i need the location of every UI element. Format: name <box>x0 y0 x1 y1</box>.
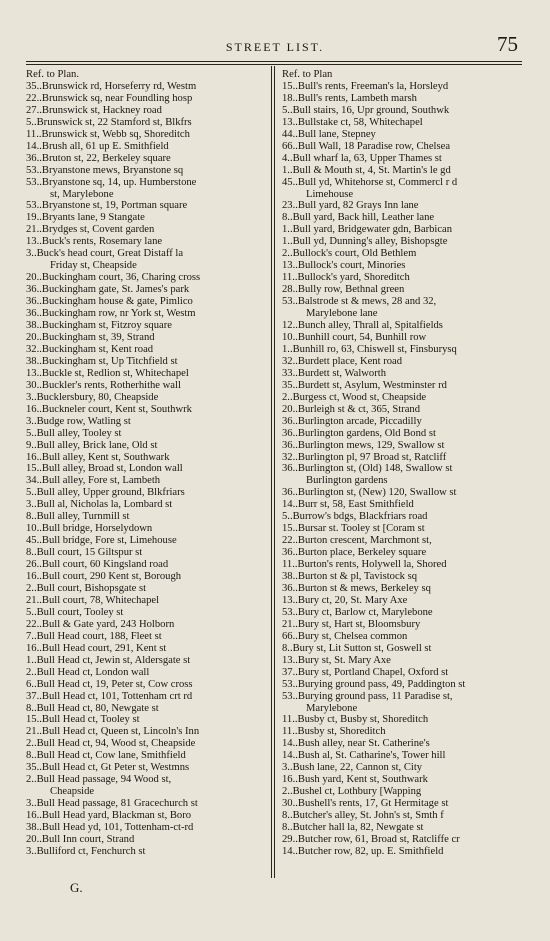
street-entry: 1..Bull & Mouth st, 4, St. Martin's le gd <box>282 164 451 176</box>
street-entry: 3..Bull Head passage, 81 Gracechurch st <box>26 798 198 810</box>
street-entry: 53..Bury ct, Barlow ct, Marylebone <box>282 606 433 618</box>
street-entry: 12..Bunch alley, Thrall al, Spitalfields <box>282 320 443 332</box>
street-entry: 53..Burying ground pass, 11 Paradise st, <box>282 690 453 702</box>
street-entry: 5..Bull alley, Tooley st <box>26 427 122 439</box>
street-entry: 53..Burying ground pass, 49, Paddington st <box>282 678 466 690</box>
street-entry: 36..Burlington gardens, Old Bond st <box>282 427 436 439</box>
street-entry: 21..Bury st, Hart st, Bloomsbury <box>282 618 421 630</box>
street-entry: 16..Bull court, 290 Kent st, Borough <box>26 571 182 583</box>
street-entry: 20..Buckingham court, 36, Charing cross <box>26 272 201 284</box>
street-entry: 27..Brunswick st, Hackney road <box>26 104 162 116</box>
page-header <box>0 28 550 58</box>
left-column <box>26 69 268 858</box>
street-entry: 8..Bull Head ct, 80, Newgate st <box>26 702 159 714</box>
street-entry: Limehouse <box>306 188 354 200</box>
street-entry: 2..Bull Head ct, 94, Wood st, Cheapside <box>26 738 196 750</box>
header-rule-top <box>26 61 522 62</box>
street-entry: 13..Buckle st, Redlion st, Whitechapel <box>26 367 189 379</box>
street-entry: 8..Bull yard, Back hill, Leather lane <box>282 212 435 224</box>
street-entry: 13..Bury ct, 20, St. Mary Axe <box>282 594 408 606</box>
page-number: 75 <box>497 32 518 56</box>
street-entry: 53..Bryanstone sq, 14, up. Humberstone <box>26 176 197 188</box>
street-entry: Marylebone <box>306 702 358 714</box>
street-entry: 1..Bull Head ct, Jewin st, Aldersgate st <box>26 654 191 666</box>
street-entry: 33..Burdett st, Walworth <box>282 367 386 379</box>
street-entry: 3..Bucklersbury, 80, Cheapside <box>26 391 159 403</box>
street-entry: 32..Buckingham st, Kent road <box>26 343 154 355</box>
street-entry: 36..Burlington st, (Old) 148, Swallow st <box>282 463 453 475</box>
street-entry: 21..Bull court, 78, Whitechapel <box>26 594 160 606</box>
street-entry: 5..Brunswick st, 22 Stamford st, Blkfrs <box>26 116 192 128</box>
street-entry: 20..Buckingham st, 39, Strand <box>26 331 155 343</box>
street-entry: 15..Bursar st. Tooley st [Coram st <box>282 523 425 535</box>
column-divider-right <box>274 66 275 878</box>
street-entry: 36..Buckingham row, nr York st, Westm <box>26 308 196 320</box>
street-entry: 8..Bull court, 15 Giltspur st <box>26 547 143 559</box>
street-entry: 32..Burdett place, Kent road <box>282 355 403 367</box>
header-rule-bottom <box>26 64 522 65</box>
street-entry: 6..Bull Head ct, 19, Peter st, Cow cross <box>26 678 193 690</box>
street-entry: 5..Burrow's bdgs, Blackfriars road <box>282 511 428 523</box>
street-entry: 21..Brydges st, Covent garden <box>26 224 155 236</box>
street-entry: 1..Bull yd, Dunning's alley, Bishopsgte <box>282 236 448 248</box>
street-entry: Ref. to Plan <box>282 69 333 80</box>
street-entry: 32..Burlington pl, 97 Broad st, Ratcliff <box>282 451 447 463</box>
street-entry: 1..Bunhill ro, 63, Chiswell st, Finsburysq <box>282 343 457 355</box>
street-entry: 2..Bull Head ct, London wall <box>26 666 150 678</box>
street-entry: 45..Bull bridge, Fore st, Limehouse <box>26 535 177 547</box>
street-entry: 3..Budge row, Watling st <box>26 415 131 427</box>
street-entry: 36..Buckingham gate, St. James's park <box>26 284 190 296</box>
street-entry: 22..Burton crescent, Marchmont st, <box>282 535 432 547</box>
street-entry: 4..Bull wharf la, 63, Upper Thames st <box>282 152 442 164</box>
street-entry: 16..Bull Head yard, Blackman st, Boro <box>26 810 192 822</box>
street-entry: 14..Butcher row, 82, up. E. Smithfield <box>282 845 444 857</box>
street-entry: 11..Brunswick st, Webb sq, Shoreditch <box>26 128 190 140</box>
street-entry: 14..Burr st, 58, East Smithfield <box>282 499 414 511</box>
street-entry: 11..Busby st, Shoreditch <box>282 726 386 738</box>
street-entry: 15..Bull Head ct, Tooley st <box>26 714 140 726</box>
street-entry: 5..Bull stairs, 16, Upr ground, Southwk <box>282 104 450 116</box>
street-entry: st, Marylebone <box>50 188 114 200</box>
street-entry: 2..Burgess ct, Wood st, Cheapside <box>282 391 427 403</box>
street-entry: 35..Bull Head ct, Gt Peter st, Westmns <box>26 762 190 774</box>
street-entry: 35..Brunswick rd, Horseferry rd, Westm <box>26 80 197 92</box>
street-entry: 2..Bullock's court, Old Bethlem <box>282 248 417 260</box>
street-entry: 18..Bull's rents, Lambeth marsh <box>282 92 417 104</box>
right-column <box>282 69 524 858</box>
street-entry: 36..Burlington arcade, Piccadilly <box>282 415 422 427</box>
street-entry: 36..Burlington mews, 129, Swallow st <box>282 439 445 451</box>
street-entry: 13..Buck's rents, Rosemary lane <box>26 236 163 248</box>
street-entry: 34..Bull alley, Fore st, Lambeth <box>26 475 161 487</box>
street-entry: 38..Buckingham st, Fitzroy square <box>26 320 172 332</box>
street-entry: 15..Bull's rents, Freeman's la, Horsleyd <box>282 80 449 92</box>
street-entry: 38..Buckingham st, Up Titchfield st <box>26 355 178 367</box>
street-entry: 22..Brunswick sq, near Foundling hosp <box>26 92 193 104</box>
street-entry: 19..Bryants lane, 9 Stangate <box>26 212 145 224</box>
footer-letter: G. <box>70 880 83 895</box>
street-entry: 3..Buck's head court, Great Distaff la <box>26 248 184 260</box>
street-entry: 11..Burton's rents, Holywell la, Shored <box>282 559 447 571</box>
street-entry: 8..Bull Head ct, Cow lane, Smithfield <box>26 750 186 762</box>
street-entry: 36..Burton st & mews, Berkeley sq <box>282 582 431 594</box>
street-entry: 45..Bull yd, Whitehorse st, Commercl r d <box>282 176 458 188</box>
street-entry: 8..Bull alley, Turnmill st <box>26 511 130 523</box>
street-entry: 53..Bryanstone st, 19, Portman square <box>26 200 188 212</box>
street-entry: 38..Bull Head yd, 101, Tottenham-ct-rd <box>26 822 194 834</box>
street-entry: Ref. to Plan. <box>26 69 79 80</box>
page-title: STREET LIST. <box>225 40 325 54</box>
street-entry: 16..Bull Head court, 291, Kent st <box>26 642 167 654</box>
street-entry: 36..Burton place, Berkeley square <box>282 547 427 559</box>
street-entry: 11..Bullock's yard, Shoreditch <box>282 272 410 284</box>
street-entry: 21..Bull Head ct, Queen st, Lincoln's Inn <box>26 726 200 738</box>
street-entry: 11..Busby ct, Busby st, Shoreditch <box>282 714 429 726</box>
street-entry: 66..Bull Wall, 18 Paradise row, Chelsea <box>282 140 451 152</box>
street-entry: Cheapside <box>50 786 95 798</box>
street-entry: 38..Burton st & pl, Tavistock sq <box>282 571 418 583</box>
street-entry: 66..Bury st, Chelsea common <box>282 630 408 642</box>
street-entry: Burlington gardens <box>306 475 388 487</box>
street-entry: 20..Bull Inn court, Strand <box>26 834 135 845</box>
street-entry: 8..Butcher's alley, St. John's st, Smth f <box>282 810 444 822</box>
street-entry: 29..Butcher row, 61, Broad st, Ratcliffe cr <box>282 834 460 845</box>
street-entry: 5..Bull alley, Upper ground, Blkfriars <box>26 487 185 499</box>
street-entry: 44..Bull lane, Stepney <box>282 128 376 140</box>
street-entry: 53..Balstrode st & mews, 28 and 32, <box>282 296 437 308</box>
street-entry: 10..Bunhill court, 54, Bunhill row <box>282 331 427 343</box>
street-entry: 30..Buckler's rents, Rotherhithe wall <box>26 379 181 391</box>
street-entry: 26..Bull court, 60 Kingsland road <box>26 559 169 571</box>
street-entry: 14..Brush all, 61 up E. Smithfield <box>26 140 169 152</box>
street-entry: 2..Bull court, Bishopsgate st <box>26 582 147 594</box>
street-entry: 20..Burleigh st & ct, 365, Strand <box>282 403 421 415</box>
street-entry: 2..Bull Head passage, 94 Wood st, <box>26 774 172 786</box>
street-entry: 8..Bury st, Lit Sutton st, Goswell st <box>282 642 432 654</box>
street-entry: 7..Bull Head court, 188, Fleet st <box>26 630 162 642</box>
street-entry: 13..Bullock's court, Minories <box>282 260 406 272</box>
street-entry: 23..Bull yard, 82 Grays Inn lane <box>282 200 419 212</box>
street-entry: Marylebone lane <box>306 308 378 320</box>
street-entry: 53..Bryanstone mews, Bryanstone sq <box>26 164 184 176</box>
street-entry: 13..Bullstake ct, 58, Whitechapel <box>282 116 423 128</box>
street-entry: 13..Bury st, St. Mary Axe <box>282 654 391 666</box>
street-entry: 36..Buckingham house & gate, Pimlico <box>26 296 193 308</box>
street-entry: 8..Butcher hall la, 82, Newgate st <box>282 822 424 834</box>
street-entry: 37..Bury st, Portland Chapel, Oxford st <box>282 666 449 678</box>
street-entry: 3..Bulliford ct, Fenchurch st <box>26 845 146 857</box>
street-entry: 2..Bushel ct, Lothbury [Wapping <box>282 786 422 798</box>
street-entry: 14..Bush alley, near St. Catherine's <box>282 738 430 750</box>
street-entry: 35..Burdett st, Asylum, Westminster rd <box>282 379 447 391</box>
street-entry: 22..Bull & Gate yard, 243 Holborn <box>26 618 175 630</box>
street-entry: 3..Bush lane, 22, Cannon st, City <box>282 762 423 774</box>
street-entry: 16..Bush yard, Kent st, Southwark <box>282 774 428 786</box>
street-entry: Friday st, Cheapside <box>50 260 137 272</box>
street-entry: 37..Bull Head ct, 101, Tottenham crt rd <box>26 690 193 702</box>
street-entry: 28..Bully row, Bethnal green <box>282 284 405 296</box>
street-entry: 15..Bull alley, Broad st, London wall <box>26 463 183 475</box>
street-entry: 5..Bull court, Tooley st <box>26 606 124 618</box>
street-entry: 14..Bush al, St. Catharine's, Tower hill <box>282 750 446 762</box>
street-entry: 30..Bushell's rents, 17, Gt Hermitage st <box>282 798 449 810</box>
column-divider-left <box>271 66 272 878</box>
street-entry: 36..Bruton st, 22, Berkeley square <box>26 152 171 164</box>
street-entry: 9..Bull alley, Brick lane, Old st <box>26 439 158 451</box>
street-entry: 10..Bull bridge, Horselydown <box>26 523 153 535</box>
street-entry: 16..Bull alley, Kent st, Southwark <box>26 451 170 463</box>
street-entry: 1..Bull yard, Bridgewater gdn, Barbican <box>282 224 453 236</box>
street-entry: 16..Buckneler court, Kent st, Southwrk <box>26 403 192 415</box>
street-entry: 36..Burlington st, (New) 120, Swallow st <box>282 487 457 499</box>
street-entry: 3..Bull al, Nicholas la, Lombard st <box>26 499 173 511</box>
